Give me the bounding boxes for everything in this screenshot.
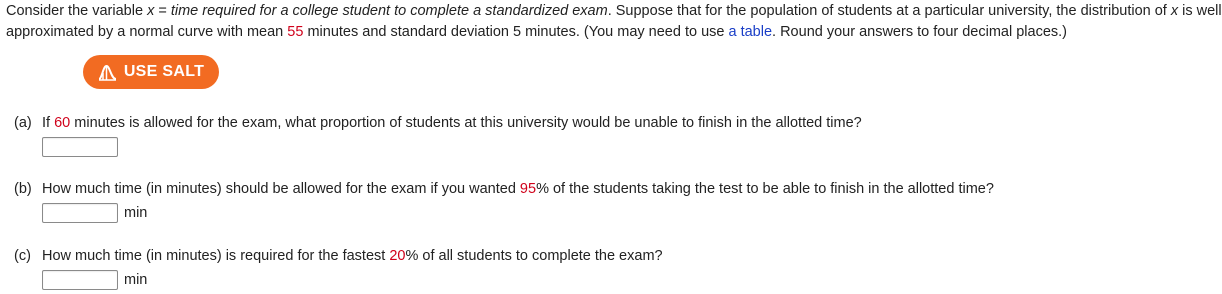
question-part-c [14, 248, 663, 264]
question-text: If [42, 115, 55, 131]
question-text: % of all students to complete the exam? [405, 248, 663, 264]
answer-input-c[interactable] [42, 270, 118, 290]
intro-text: . Round your answers to four decimal places.) [772, 24, 1068, 40]
answer-row-c [42, 270, 147, 290]
intro-text: minutes and standard deviation 5 minutes. (You may need to use [303, 24, 729, 40]
problem-statement [6, 1, 1222, 43]
unit-label: min [124, 272, 148, 288]
variable-definition: time required for a college student to complete a standardized exam [170, 3, 608, 19]
mean-value: 55 [287, 24, 304, 40]
part-letter: (b) [14, 181, 32, 197]
unit-label: min [124, 205, 148, 221]
use-salt-label: USE SALT [123, 63, 205, 80]
intro-text: is well [1178, 3, 1222, 19]
intro-text: . Suppose that for the population of students at a particular university, the distribution of [607, 3, 1171, 19]
question-part-b [14, 181, 994, 197]
question-value: 20 [389, 248, 406, 264]
answer-row-b [42, 203, 147, 223]
question-text: minutes is allowed for the exam, what proportion of students at this university would be unable to finish in the allotted time? [70, 115, 862, 131]
problem-statement-line-1 [6, 1, 1222, 22]
answer-input-a[interactable] [42, 137, 118, 157]
answer-row-a [42, 137, 118, 157]
problem-statement-line-2 [6, 22, 1196, 43]
part-letter: (a) [14, 115, 32, 131]
intro-text: Consider the variable [6, 3, 148, 19]
part-letter: (c) [14, 248, 31, 264]
variable-x: x [147, 3, 155, 19]
question-text: How much time (in minutes) is required for the fastest [42, 248, 390, 264]
table-link[interactable]: a table [728, 24, 773, 40]
question-value: 60 [54, 115, 71, 131]
intro-text: approximated by a normal curve with mean [6, 24, 288, 40]
answer-input-b[interactable] [42, 203, 118, 223]
question-part-a [14, 115, 862, 131]
question-text: How much time (in minutes) should be allowed for the exam if you wanted [42, 181, 520, 197]
use-salt-button[interactable] [83, 55, 219, 89]
question-value: 95 [519, 181, 537, 197]
variable-x: x [1170, 3, 1179, 19]
intro-text: = [154, 3, 171, 19]
salt-curve-icon [98, 64, 117, 81]
question-text: % of the students taking the test to be able to finish in the allotted time? [536, 181, 994, 197]
